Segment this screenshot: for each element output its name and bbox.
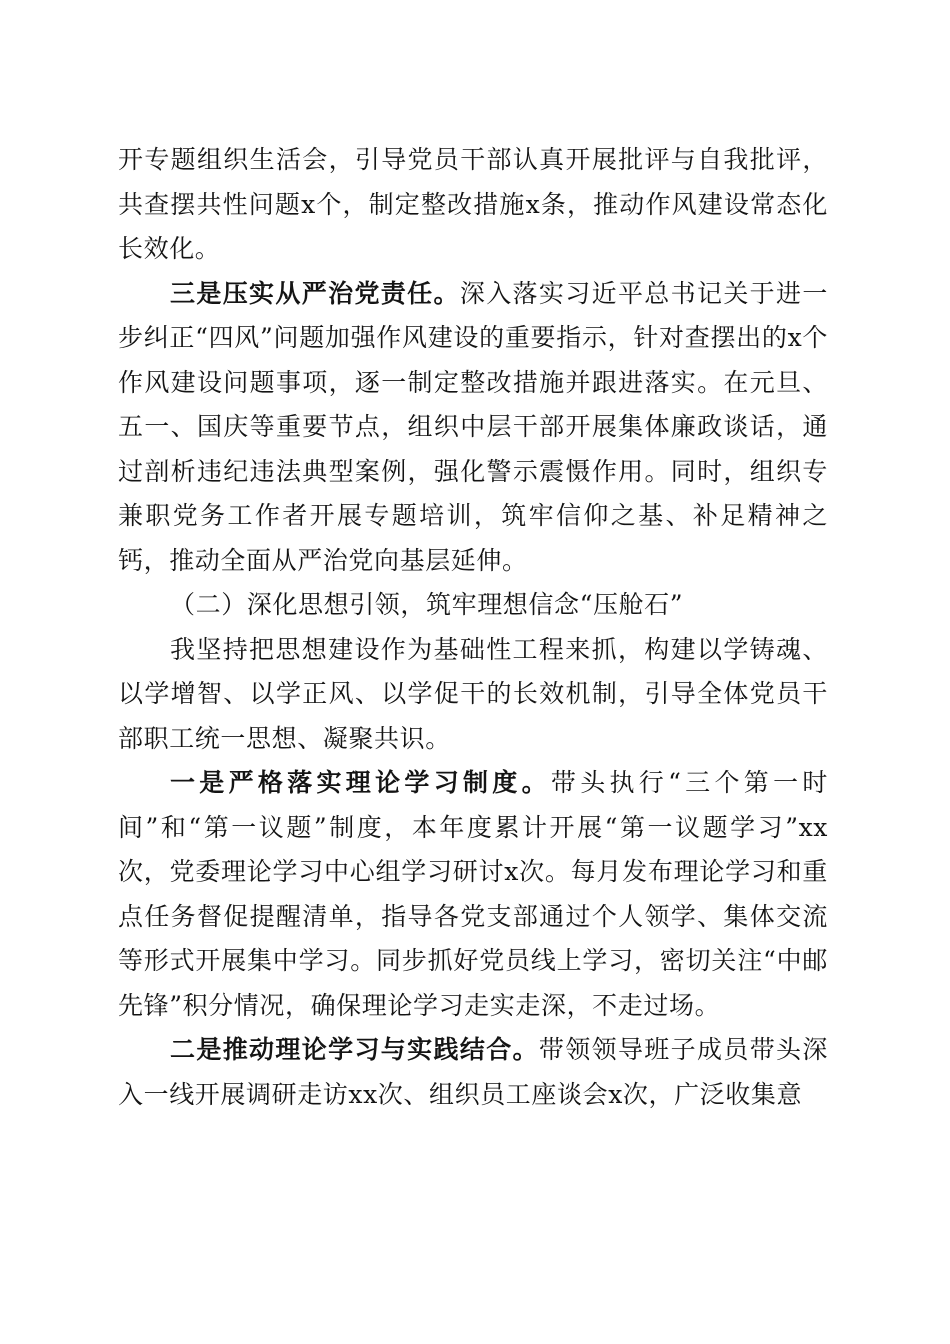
paragraph-theory-practice [118,1028,828,1117]
document-body [118,138,828,1117]
paragraph-lead: 二是推动理论学习与实践结合。 [170,1035,539,1064]
paragraph-text: 我坚持把思想建设作为基础性工程来抓，构建以学铸魂、以学增智、以学正风、以学促干的长效机制，引导全体党员干部职工统一思想、凝聚共识。 [118,634,828,753]
paragraph-text: 开专题组织生活会，引导党员干部认真开展批评与自我批评，共查摆共性问题x个，制定整改措施x条，推动作风建设常态化长效化。 [118,145,828,263]
paragraph-intro [118,628,828,762]
paragraph-lead: 三是压实从严治党责任。 [170,278,460,308]
paragraph-text: 带领领导班子成员带头深入一线开展调研走访xx次、组织员工座谈会x次，广泛收集意 [118,1035,829,1109]
paragraph-strict-party-governance [118,272,828,584]
paragraph-text: 带头执行“三个第一时间”和“第一议题”制度，本年度累计开展“第一议题学习”xx次，党委理论学习中心组学习研讨x次。每月发布理论学习和重点任务督促提醒清单，指导各党支部通过个人领学、集体交流等形式开展集中学习。同步抓好党员线上学习，密切关注“中邮先锋”积分情况，确保理论学习走实走深，不走过场。 [118,768,828,1020]
paragraph-continued [118,138,828,272]
paragraph-text: 深入落实习近平总书记关于进一步纠正“四风”问题加强作风建设的重要指示，针对查摆出的x个作风建设问题事项，逐一制定整改措施并跟进落实。在元旦、五一、国庆等重要节点，组织中层干部开展集体廉政谈话，通过剖析违纪违法典型案例，强化警示震慑作用。同时，组织专兼职党务工作者开展专题培训，筑牢信仰之基、补足精神之钙，推动全面从严治党向基层延伸。 [118,278,828,575]
paragraph-lead: 一是严格落实理论学习制度。 [170,768,551,797]
section-heading: （二）深化思想引领，筑牢理想信念“压舱石” [170,590,684,619]
paragraph-theory-study-system [118,761,828,1028]
